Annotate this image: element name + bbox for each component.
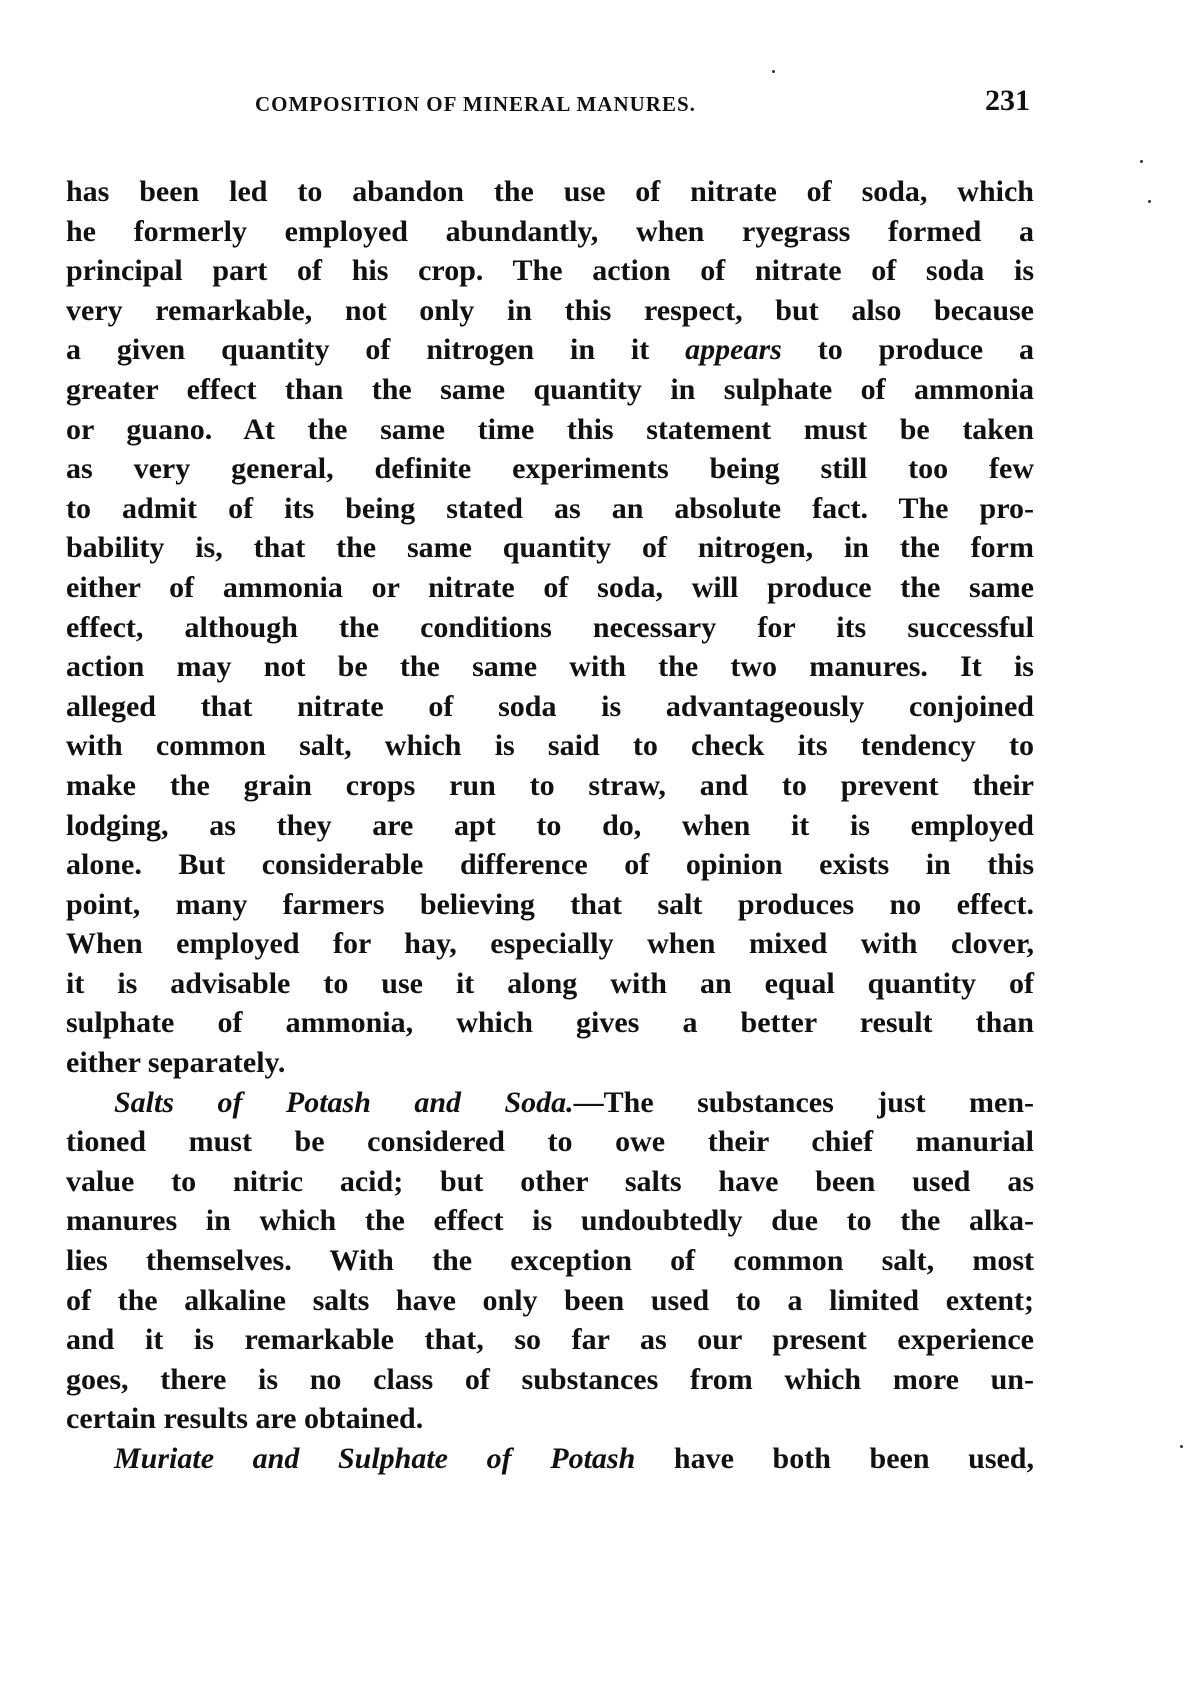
- text-line: [66, 212, 1034, 252]
- text-segment: have both been used,: [635, 1442, 1034, 1475]
- text-segment: alleged that nitrate of soda is advantageously conjoined: [66, 689, 1034, 723]
- text-segment: sulphate of ammonia, which gives a better result than: [66, 1006, 1034, 1040]
- text-segment: point, many farmers believing that salt produces no effect.: [66, 887, 1034, 921]
- scan-speck: [1148, 200, 1151, 203]
- text-segment: greater effect than the same quantity in sulphate of ammonia: [66, 372, 1034, 406]
- text-segment: or guano. At the same time this statement must be taken: [66, 412, 1034, 446]
- text-segment: to admit of its being stated as an absolute fact. The pro-: [66, 491, 1034, 525]
- text-line: [66, 1003, 1034, 1043]
- text-line: [66, 687, 1034, 727]
- text-line: [66, 1083, 1034, 1123]
- text-segment: of the alkaline salts have only been used to a limited extent;: [66, 1283, 1034, 1317]
- text-line: [66, 1122, 1034, 1162]
- text-segment: —The substances just men-: [573, 1085, 1034, 1119]
- text-line: [66, 1439, 1034, 1479]
- text-line: [66, 1162, 1034, 1202]
- text-line: [66, 608, 1034, 648]
- text-line: [66, 1320, 1034, 1360]
- text-segment: action may not be the same with the two manures. It is: [66, 650, 1034, 684]
- body-text: [66, 172, 1034, 1479]
- text-line: [66, 370, 1034, 410]
- text-segment: lies themselves. With the exception of common salt, most: [66, 1244, 1034, 1278]
- text-line: [66, 251, 1034, 291]
- text-segment: make the grain crops run to straw, and to prevent their: [66, 768, 1034, 802]
- text-segment: bability is, that the same quantity of nitrogen, in the form: [66, 531, 1034, 565]
- text-line: [66, 885, 1034, 925]
- text-segment: lodging, as they are apt to do, when it is employed: [66, 808, 1034, 842]
- text-segment: alone. But considerable difference of opinion exists in this: [66, 848, 1034, 882]
- text-segment: value to nitric acid; but other salts have been used as: [66, 1164, 1034, 1198]
- text-line: [66, 1043, 1034, 1083]
- scan-speck: [1140, 160, 1143, 163]
- text-segment: When employed for hay, especially when mixed with clover,: [66, 927, 1034, 961]
- text-line: [66, 410, 1034, 450]
- text-segment: and it is remarkable that, so far as our present experience: [66, 1323, 1034, 1357]
- text-segment: with common salt, which is said to check its tendency to: [66, 729, 1034, 763]
- text-segment: a given quantity of nitrogen in it: [66, 333, 686, 367]
- text-line: [66, 806, 1034, 846]
- text-segment: has been led to abandon the use of nitrate of soda, which: [66, 175, 1034, 208]
- text-line: [66, 172, 1034, 212]
- text-line: [66, 1201, 1034, 1241]
- text-segment: tioned must be considered to owe their chief manurial: [66, 1125, 1034, 1159]
- page-number: 231: [985, 84, 1030, 117]
- text-segment: it is advisable to use it along with an equal quantity of: [66, 966, 1034, 1000]
- scan-speck: [772, 70, 775, 73]
- text-line: [66, 489, 1034, 529]
- text-segment: certain results are obtained.: [66, 1402, 424, 1436]
- text-line: [66, 330, 1034, 370]
- text-line: [66, 924, 1034, 964]
- text-line: [66, 964, 1034, 1004]
- text-segment: either separately.: [66, 1046, 286, 1080]
- text-segment: goes, there is no class of substances from which more un-: [66, 1362, 1034, 1396]
- text-segment: either of ammonia or nitrate of soda, will produce the same: [66, 570, 1034, 604]
- text-segment: principal part of his crop. The action of nitrate of soda is: [66, 254, 1034, 288]
- text-segment: manures in which the effect is undoubtedly due to the alka-: [66, 1204, 1034, 1238]
- page-header: [255, 84, 1030, 124]
- italic-text: appears: [685, 333, 782, 367]
- text-line: [66, 528, 1034, 568]
- text-line: [66, 845, 1034, 885]
- text-line: [66, 1281, 1034, 1321]
- text-line: [66, 726, 1034, 766]
- italic-text: Salts of Potash and Soda.: [114, 1085, 574, 1119]
- text-segment: as very general, definite experiments being still too few: [66, 452, 1034, 486]
- text-segment: very remarkable, not only in this respect, but also because: [66, 293, 1034, 327]
- text-line: [66, 1360, 1034, 1400]
- text-line: [66, 1399, 1034, 1439]
- italic-text: Muriate and Sulphate of Potash: [114, 1442, 636, 1475]
- running-head: COMPOSITION OF MINERAL MANURES.: [255, 92, 696, 116]
- text-line: [66, 647, 1034, 687]
- text-segment: effect, although the conditions necessary for its successful: [66, 610, 1034, 644]
- text-line: [66, 766, 1034, 806]
- text-line: [66, 449, 1034, 489]
- scan-speck: [1180, 1445, 1183, 1448]
- text-line: [66, 1241, 1034, 1281]
- text-segment: he formerly employed abundantly, when ryegrass formed a: [66, 214, 1034, 248]
- text-line: [66, 291, 1034, 331]
- text-line: [66, 568, 1034, 608]
- text-segment: to produce a: [781, 333, 1034, 367]
